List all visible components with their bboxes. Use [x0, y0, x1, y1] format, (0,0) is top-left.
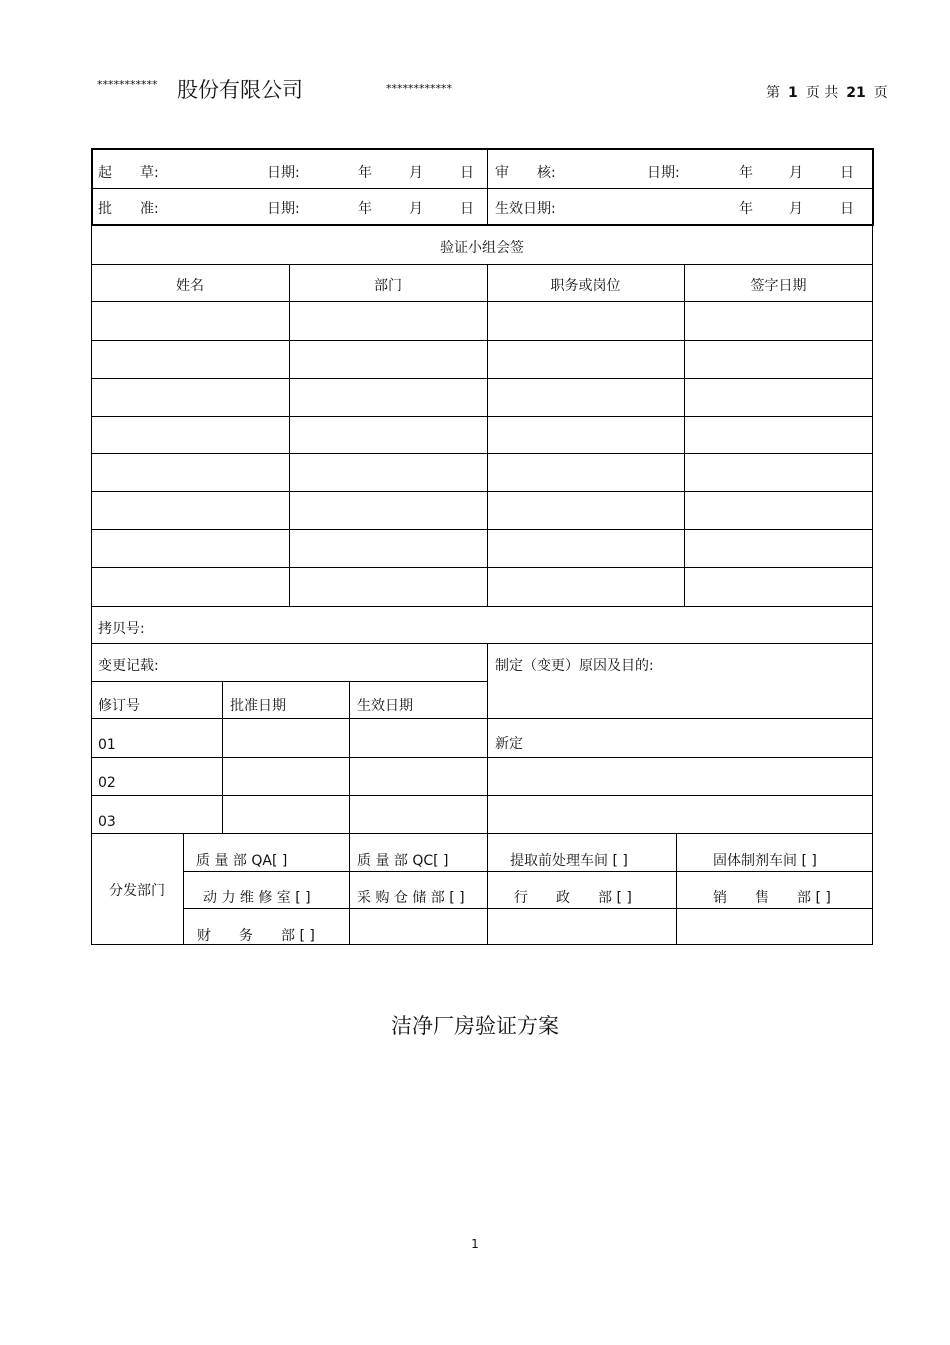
- dist-extraction-workshop: 提取前处理车间 [ ]: [510, 853, 628, 869]
- page-suffix: 页: [873, 85, 888, 101]
- change-reason-label: 制定（变更）原因及目的:: [495, 658, 654, 674]
- col-header-revision: 修订号: [98, 698, 140, 714]
- dist-finance: 财 务 部 [ ]: [197, 928, 315, 944]
- distribution-label: 分发部门: [109, 883, 165, 899]
- row-line: [91, 301, 873, 302]
- col-line: [289, 264, 290, 606]
- row-line: [91, 606, 873, 607]
- page-total: 21: [846, 85, 866, 101]
- page-number: 1: [788, 85, 798, 101]
- header-left-stars: ***********: [97, 78, 158, 91]
- header-mid-stars: ************: [386, 82, 452, 95]
- row-line: [91, 757, 873, 758]
- dist-administration: 行 政 部 [ ]: [514, 890, 632, 906]
- col-line: [222, 681, 223, 833]
- row-line: [91, 340, 873, 341]
- effective-day: 日: [840, 201, 854, 217]
- effective-month: 月: [789, 201, 803, 217]
- col-header-approve-date: 批准日期: [230, 698, 286, 714]
- draft-month: 月: [409, 165, 423, 181]
- page-indicator: [766, 82, 888, 102]
- review-label: 审 核:: [495, 165, 556, 181]
- page-prefix: 第: [766, 85, 780, 101]
- row-line: [91, 188, 873, 189]
- revision-reason: 新定: [495, 736, 523, 752]
- approve-year: 年: [358, 201, 372, 217]
- col-header-position: 职务或岗位: [550, 278, 621, 294]
- col-line: [183, 833, 184, 945]
- revision-number: 03: [98, 814, 116, 830]
- approval-box: [91, 148, 874, 226]
- approve-month: 月: [409, 201, 423, 217]
- revision-number: 02: [98, 775, 116, 791]
- row-line: [183, 908, 873, 909]
- row-line: [91, 833, 873, 834]
- review-date-label: 日期:: [647, 165, 680, 181]
- dist-sales: 销 售 部 [ ]: [713, 890, 831, 906]
- row-line: [91, 378, 873, 379]
- document-title: 洁净厂房验证方案: [391, 1014, 559, 1038]
- col-line: [349, 681, 350, 945]
- company-name: 股份有限公司: [177, 78, 303, 102]
- approve-date-label: 日期:: [267, 201, 300, 217]
- col-line: [487, 264, 488, 606]
- draft-day: 日: [460, 165, 474, 181]
- row-line: [91, 491, 873, 492]
- row-line: [91, 795, 873, 796]
- row-line: [91, 264, 873, 265]
- draft-date-label: 日期:: [267, 165, 300, 181]
- row-line: [91, 416, 873, 417]
- draft-label: 起 草:: [98, 165, 159, 181]
- approve-day: 日: [460, 201, 474, 217]
- col-header-department: 部门: [374, 278, 402, 294]
- row-line: [91, 453, 873, 454]
- col-header-effective-date: 生效日期: [357, 698, 413, 714]
- dist-maintenance: 动 力 维 修 室 [ ]: [203, 890, 311, 906]
- row-line: [91, 643, 873, 644]
- col-line: [684, 264, 685, 606]
- row-line: [91, 529, 873, 530]
- approve-label: 批 准:: [98, 201, 159, 217]
- footer-page-number: 1: [471, 1237, 479, 1251]
- page-mid: 页 共: [805, 85, 839, 101]
- dist-solid-workshop: 固体制剂车间 [ ]: [713, 853, 817, 869]
- review-day: 日: [840, 165, 854, 181]
- row-line: [91, 567, 873, 568]
- dist-qa: 质 量 部 QA[ ]: [196, 853, 288, 869]
- row-line: [91, 718, 873, 719]
- row-line: [91, 681, 487, 682]
- col-line: [487, 643, 488, 945]
- review-year: 年: [739, 165, 753, 181]
- dist-qc: 质 量 部 QC[ ]: [357, 853, 449, 869]
- draft-year: 年: [358, 165, 372, 181]
- col-line: [676, 833, 677, 945]
- change-record-label: 变更记载:: [98, 658, 159, 674]
- dist-purchasing: 采 购 仓 储 部 [ ]: [357, 890, 465, 906]
- col-header-sign-date: 签字日期: [750, 278, 807, 294]
- document-form-table: [91, 148, 873, 945]
- revision-number: 01: [98, 737, 116, 753]
- row-line: [183, 871, 873, 872]
- review-month: 月: [789, 165, 803, 181]
- col-header-name: 姓名: [176, 278, 204, 294]
- effective-year: 年: [739, 201, 753, 217]
- validation-team-title: 验证小组会签: [440, 240, 524, 256]
- effective-date-label: 生效日期:: [495, 201, 556, 217]
- col-line: [487, 150, 488, 224]
- copy-number-label: 拷贝号:: [98, 621, 145, 637]
